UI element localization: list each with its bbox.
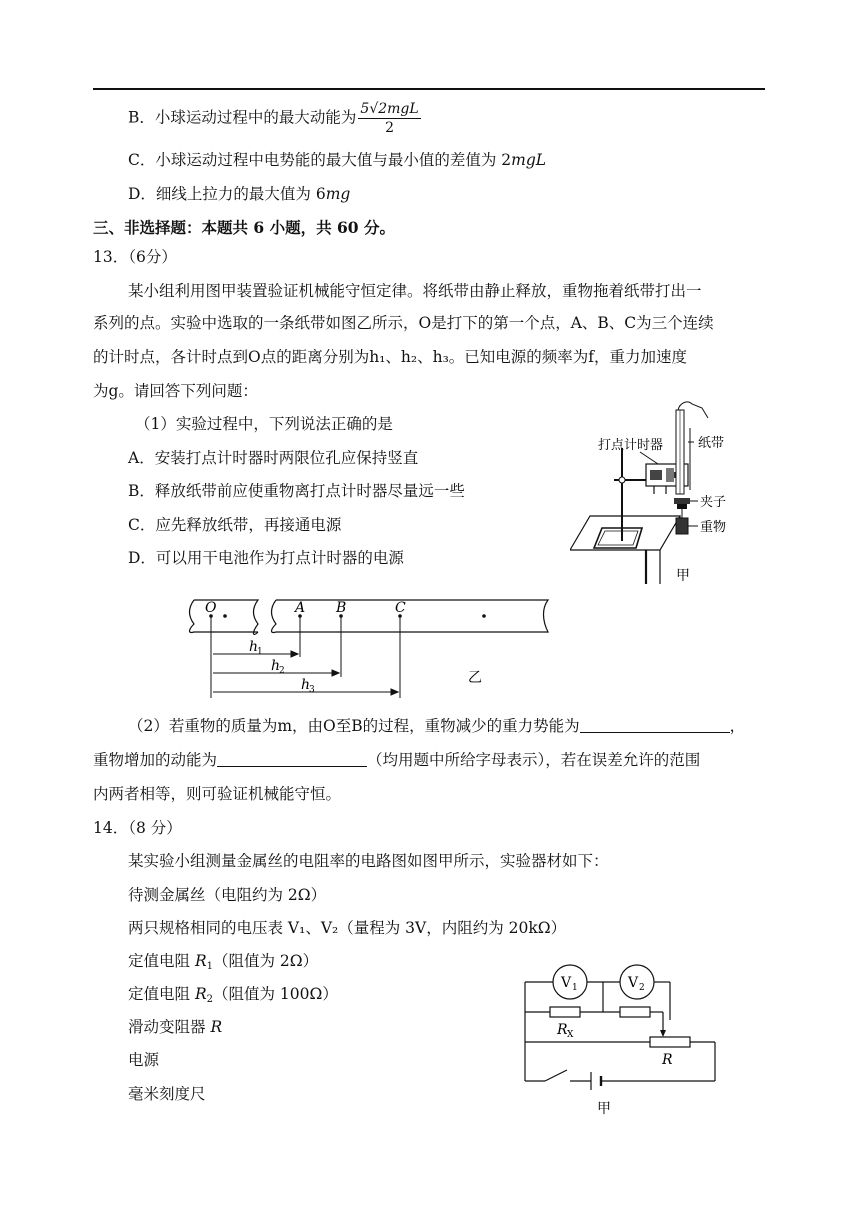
svg-text:V: V xyxy=(561,975,572,991)
q13-number: 13．（6分） xyxy=(93,248,177,266)
svg-text:3: 3 xyxy=(309,685,315,695)
q13-option-b: B．释放纸带前应使重物离打点计时器尽量远一些 xyxy=(128,482,465,500)
kinetic-energy-fraction: $\frac{\text{5√2mgL}}{2}$ xyxy=(360,101,419,136)
q14-item6: 电源 xyxy=(128,1051,160,1069)
svg-text:1: 1 xyxy=(572,983,578,993)
svg-text:2: 2 xyxy=(639,983,645,993)
tape-dot xyxy=(482,614,486,618)
q14-intro: 某实验小组测量金属丝的电阻率的电路图如图甲所示，实验器材如下： xyxy=(128,852,609,870)
table-icon xyxy=(570,516,680,584)
resistor-rx-icon xyxy=(550,1007,580,1017)
q12-option-c: C．小球运动过程中电势能的最大值与最小值的差值为 2mgL xyxy=(128,151,547,169)
paper-tape xyxy=(190,600,549,634)
h1-label xyxy=(249,639,263,657)
answer-blank-kinetic[interactable] xyxy=(217,751,367,767)
voltmeter-v2-icon xyxy=(620,965,654,999)
figure-jia-caption: 甲 xyxy=(676,568,690,584)
rx-label xyxy=(556,1022,574,1040)
q13-paragraph-line2: 系列的点。实验中选取的一条纸带如图乙所示，O是打下的第一个点，A、B、C为三个连续 xyxy=(93,314,714,332)
header-rule xyxy=(93,88,765,90)
svg-text:h: h xyxy=(271,658,281,674)
point-o-label: O xyxy=(205,600,217,616)
q14-item2: 两只规格相同的电压表 V₁、V₂（量程为 3V，内阻约为 20kΩ） xyxy=(128,919,567,937)
q14-item1: 待测金属丝（电阻约为 2Ω） xyxy=(128,886,327,904)
q12-option-b: B．小球运动过程中的最大动能为 $\frac{\text{5√2mgL}}{2}$ xyxy=(128,101,419,136)
q13-option-a: A．安装打点计时器时两限位孔应保持竖直 xyxy=(128,449,419,467)
section-title: 三、非选择题：本题共 6 小题，共 60 分。 xyxy=(93,218,395,237)
circuit-caption: 甲 xyxy=(597,1101,611,1117)
svg-text:h: h xyxy=(301,677,311,693)
q13-option-d: D．可以用干电池作为打点计时器的电源 xyxy=(128,549,404,567)
h2-label xyxy=(271,658,285,676)
q14-item4: 定值电阻 $R_2$（阻值为 100Ω） xyxy=(128,985,338,1005)
rheostat-icon xyxy=(650,1037,690,1047)
figure-yi-caption: 乙 xyxy=(468,670,482,686)
point-c-label: C xyxy=(395,600,406,616)
q13-sub1: （1）实验过程中，下列说法正确的是 xyxy=(135,415,393,433)
q13-sub2-line1: （2）若重物的质量为m，由O至B的过程，重物减少的重力势能为 ， xyxy=(128,717,746,735)
svg-text:R: R xyxy=(557,1022,568,1038)
q13-sub2-line2: 重物增加的动能为 （均用题中所给字母表示），若在误差允许的范围 xyxy=(93,751,701,769)
r-label: R xyxy=(662,1052,673,1068)
point-b-label: B xyxy=(336,600,347,616)
h3-label xyxy=(301,677,315,695)
svg-text:2: 2 xyxy=(279,666,285,676)
q13-option-c: C．应先释放纸带，再接通电源 xyxy=(128,516,342,534)
voltmeter-v1-icon xyxy=(553,965,587,999)
paper-tape-figure xyxy=(180,592,570,704)
label-weight: 重物 xyxy=(700,520,727,535)
q13-sub2-line3: 内两者相等，则可验证机械能守恒。 xyxy=(93,785,342,803)
q14-item5: 滑动变阻器 R xyxy=(128,1018,223,1036)
label-clip: 夹子 xyxy=(700,495,727,510)
point-a-label: A xyxy=(295,600,306,616)
answer-blank-potential[interactable] xyxy=(580,717,730,733)
label-tape: 纸带 xyxy=(698,436,725,451)
apparatus-figure xyxy=(570,398,770,586)
svg-text:X: X xyxy=(567,1030,574,1040)
q12-option-d: D．细线上拉力的最大值为 6mg xyxy=(128,185,351,203)
q13-paragraph-line1: 某小组利用图甲装置验证机械能守恒定律。将纸带由静止释放，重物拖着纸带打出一 xyxy=(128,282,702,300)
resistor-r2-icon xyxy=(620,1007,650,1017)
circuit-figure xyxy=(515,960,725,1120)
svg-text:1: 1 xyxy=(257,647,263,657)
svg-text:h: h xyxy=(249,639,259,655)
q13-paragraph-line3: 的计时点，各计时点到O点的距离分别为h₁、h₂、h₃。已知电源的频率为f，重力加速度 xyxy=(93,348,688,366)
q14-number: 14．（8 分） xyxy=(93,819,182,837)
svg-text:V: V xyxy=(628,975,639,991)
q14-item3: 定值电阻 $R_1$（阻值为 2Ω） xyxy=(128,952,319,972)
q13-paragraph-line4: 为g。请回答下列问题： xyxy=(93,382,258,400)
tape-dot xyxy=(223,614,227,618)
q14-item7: 毫米刻度尺 xyxy=(128,1085,206,1103)
label-timer: 打点计时器 xyxy=(598,438,664,453)
battery-icon xyxy=(591,1072,601,1090)
